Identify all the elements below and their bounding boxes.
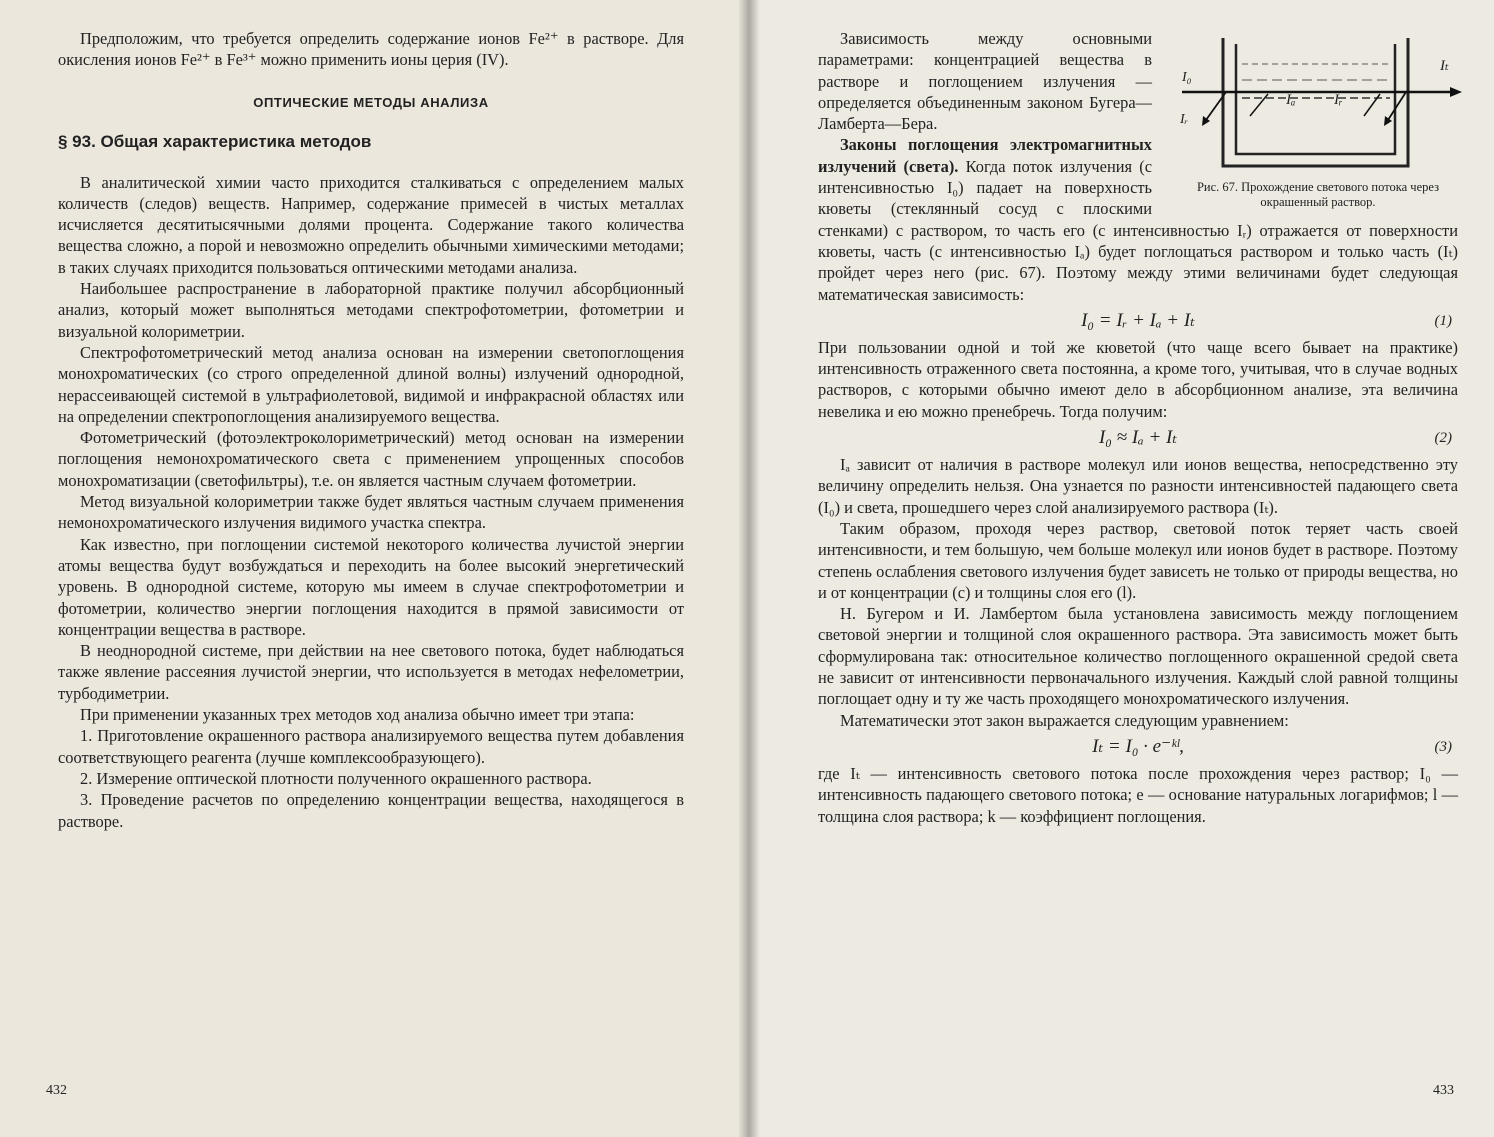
intro-paragraph: Предположим, что требуется определить содержание ионов Fe²⁺ в растворе. Для окисления ионов Fe²⁺ в Fe³⁺ можно применить ионы церия (IV). xyxy=(58,29,684,70)
paragraph: Как известно, при поглощении системой некоторого количества лучистой энергии атомы вещества будут возбуждаться и переходить на более высокий энергетический уровень. В однородной системе, которую мы имеем в случае спектрофотометрии и фотометрии, количество энергии поглощения находится в прямой зависимости от концентрации вещества в растворе. xyxy=(58,534,684,639)
paragraph: Математически этот закон выражается следующим уравнением: xyxy=(840,710,1289,730)
formula-text: I₀ = Iᵣ + Iₐ + Iₜ xyxy=(1081,309,1195,331)
paragraph: Iₐ зависит от наличия в растворе молекул или ионов вещества, непосредственно эту величину определить нельзя. Она узнается по разности интенсивностей падающего света (I₀) и света, прошедшего через слой анализируемого раствора (Iₜ). xyxy=(818,455,1458,517)
label-it: Iₜ xyxy=(1440,58,1449,74)
figure-caption: Рис. 67. Прохождение светового потока через окрашенный раствор. xyxy=(1196,180,1440,209)
formula-text: I₀ ≈ Iₐ + Iₜ xyxy=(1098,427,1178,449)
book-gutter xyxy=(738,0,760,1137)
paragraph: В неоднородной системе, при действии на нее светового потока, будет наблюдаться также явление рассеяния лучистой энергии, что используется в методах нефелометрии, турбодиметрии. xyxy=(58,641,684,703)
formula-number: (3) xyxy=(1434,738,1452,755)
page-number: 433 xyxy=(1433,1083,1454,1098)
paragraph: В аналитической химии часто приходится сталкиваться с определением малых количеств (следов) веществ. Например, содержание примесей в чистых металлах исчисляется десятитысячными долями процента. Содержание такого количества вещества сложно, а порой и невозможно определить обычными химическими методами; в таких случаях приходится пользоваться оптическими методами анализа. xyxy=(58,172,684,277)
cuvette-diagram xyxy=(1168,28,1468,178)
paragraph: где Iₜ — интенсивность светового потока после прохождения через раствор; I₀ — интенсивность падающего светового потока; e — основание натуральных логарифмов; l — толщина слоя раствора; k — коэффициент поглощения. xyxy=(818,763,1458,826)
bold-heading: Законы поглощения электромагнитных излучений (света). xyxy=(818,135,1152,176)
paragraph: Метод визуальной колориметрии также будет являться частным случаем применения немонохроматического излучения видимого участка спектра. xyxy=(58,492,684,533)
label-ir2: Iᵣ xyxy=(1334,92,1343,108)
list-item: 1. Приготовление окрашенного раствора анализируемого вещества путем добавления соответствующего реагента (лучше комплексообразующего). xyxy=(58,726,684,767)
paragraph: Н. Бугером и И. Ламбертом была установлена зависимость между поглощением световой энергии и толщиной слоя окрашенного раствора. Эта зависимость может быть сформулирована так: относительное количество поглощенного окрашенной средой света не зависит от интенсивности первоначального излучения. Каждый слой равной толщины поглощает одну и ту же часть проходящего монохроматического излучения. xyxy=(818,604,1458,709)
formula-2 xyxy=(818,422,1458,454)
right-page xyxy=(748,0,1494,1137)
page-number: 432 xyxy=(46,1083,67,1098)
paragraph: Наибольшее распространение в лабораторной практике получил абсорбционный анализ, который может выполняться методами спектрофотометрии, фотометрии и визуальной колориметрии. xyxy=(58,279,684,341)
formula-number: (1) xyxy=(1434,312,1452,329)
list-item: 2. Измерение оптической плотности полученного окрашенного раствора. xyxy=(80,768,592,788)
section-heading: § 93. Общая характеристика методов xyxy=(58,131,372,151)
formula-1 xyxy=(818,305,1458,337)
list-item: 3. Проведение расчетов по определению концентрации вещества, находящегося в растворе. xyxy=(58,790,684,831)
paragraph: При пользовании одной и той же кюветой (что чаще всего бывает на практике) интенсивность отраженного света постоянна, а кроме того, учитывая, что в случае водных растворов, с которыми обычно имеют дело в абсорбционном анализе, эта величина невелика и ею можно пренебречь. Тогда получим: xyxy=(818,337,1458,421)
label-i0: I₀ xyxy=(1182,70,1192,85)
formula-number: (2) xyxy=(1434,430,1452,447)
formula-3 xyxy=(818,731,1458,763)
paragraph: Фотометрический (фотоэлектроколориметрический) метод основан на измерении поглощения немонохроматического света с применением упрощенных способов монохроматизации (светофильтры), т.е. он является частным случаем фотометрии. xyxy=(58,428,684,490)
label-ia: Iₐ xyxy=(1286,92,1296,108)
paragraph: При применении указанных трех методов ход анализа обычно имеет три этапа: xyxy=(80,705,635,725)
paragraph: Зависимость между основными параметрами: концентрацией вещества в растворе и поглощением излучения — определяется объединенным законом Бугера—Ламберта—Бера. xyxy=(818,29,1152,134)
paragraph: Спектрофотометрический метод анализа основан на измерении светопоглощения монохроматических (со строго определенной длиной волны) излучений однородной, нерассеивающей системой в ультрафиолетовой, видимой и инфракрасной областях или на определении спектропоглощения анализируемого вещества. xyxy=(58,342,684,426)
paragraph: Таким образом, проходя через раствор, световой поток теряет часть своей интенсивности, и тем большую, чем больше молекул или ионов будет в растворе. Поэтому степень ослабления светового излучения будет зависеть не только от природы вещества, но и от концентрации (c) и толщины слоя его (l). xyxy=(818,518,1458,602)
section-title: ОПТИЧЕСКИЕ МЕТОДЫ АНАЛИЗА xyxy=(253,94,489,110)
label-ir: Iᵣ xyxy=(1180,112,1189,127)
paragraph-text: Когда поток излучения (с интенсивностью I₀) падает на поверхность кюветы (стеклянный сосуд с плоскими стенками) с раствором, то часть его (с интенсивностью Iᵣ) отражается от поверхности кюветы, часть (с интенсивностью Iₐ) будет поглощаться раствором и только часть (Iₜ) пройдет через него (рис. 67). Поэтому между этими величинами будет следующая математическая зависимость: xyxy=(818,156,1458,304)
figure-67 xyxy=(1168,28,1468,210)
formula-text: Iₜ = I₀ · e⁻ᵏˡ, xyxy=(1092,735,1184,757)
